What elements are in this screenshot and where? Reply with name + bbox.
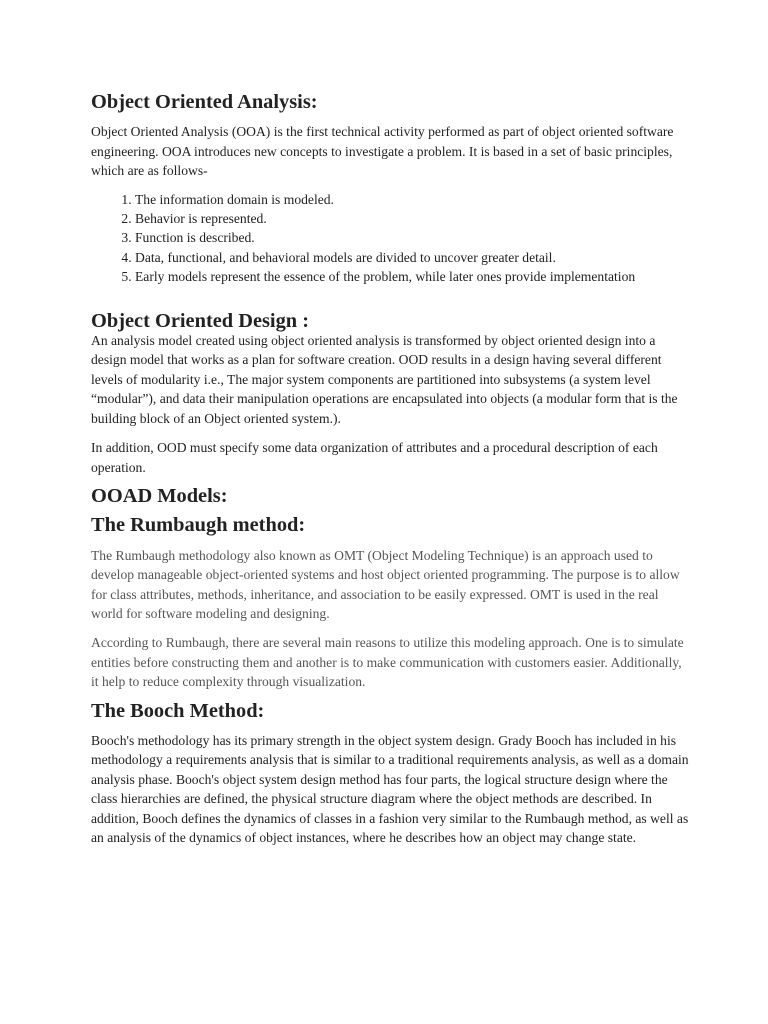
- document-page: [91, 93, 691, 847]
- ooa-heading: Object Oriented Analysis:: [91, 91, 318, 113]
- rumbaugh-paragraph-2: According to Rumbaugh, there are several main reasons to utilize this modeling approach. One is to simulate entities before constructing them and another is to make communication with customers easier. Additionally, it help to reduce complexity through visualization.: [91, 635, 684, 690]
- ooa-intro-paragraph: Object Oriented Analysis (OOA) is the first technical activity performed as part of object oriented software engineering. OOA introduces new concepts to investigate a problem. It is based in a set of basic principles, which are as follows-: [91, 124, 674, 179]
- list-item: 1. The information domain is modeled.: [135, 190, 691, 209]
- list-item: 2. Behavior is represented.: [135, 209, 691, 228]
- ooad-models-heading: OOAD Models:: [91, 484, 228, 507]
- ood-paragraph-1: An analysis model created using object oriented analysis is transformed by object oriented design into a design model that works as a plan for software creation. OOD results in a design having several different levels of modularity i.e., The major system components are partitioned into subsystems (a system level “modular”), and data their manipulation operations are encapsulated into objects (a modular form that is the building block of an Object oriented system.).: [91, 333, 678, 426]
- list-item: 5. Early models represent the essence of the problem, while later ones provide implementation: [135, 267, 691, 286]
- ood-heading: Object Oriented Design :: [91, 309, 310, 332]
- booch-heading: The Booch Method:: [91, 699, 265, 722]
- rumbaugh-paragraph-1: The Rumbaugh methodology also known as OMT (Object Modeling Technique) is an approach used to develop manageable object-oriented systems and host object oriented programming. The purpose is to allow for class attributes, methods, inheritance, and association to be easily expressed. OMT is used in the real world for software modeling and designing.: [91, 547, 680, 621]
- list-item: 3. Function is described.: [135, 228, 691, 247]
- booch-paragraph: Booch's methodology has its primary strength in the object system design. Grady Booch has included in his methodology a requirements analysis that is similar to a traditional requirements analysis, as well as a domain analysis phase. Booch's object system design method has four parts, the logical structure design where the class hierarchies are defined, the physical structure diagram where the object methods are described. In addition, Booch defines the dynamics of classes in a fashion very similar to the Rumbaugh method, as well as an analysis of the dynamics of object instances, where he describes how an object may change state.: [91, 732, 689, 845]
- ood-paragraph-2: In addition, OOD must specify some data organization of attributes and a procedural description of each operation.: [91, 440, 658, 475]
- ooa-principles-list: [91, 190, 691, 287]
- rumbaugh-heading: The Rumbaugh method:: [91, 514, 306, 537]
- list-item: 4. Data, functional, and behavioral models are divided to uncover greater detail.: [135, 248, 691, 267]
